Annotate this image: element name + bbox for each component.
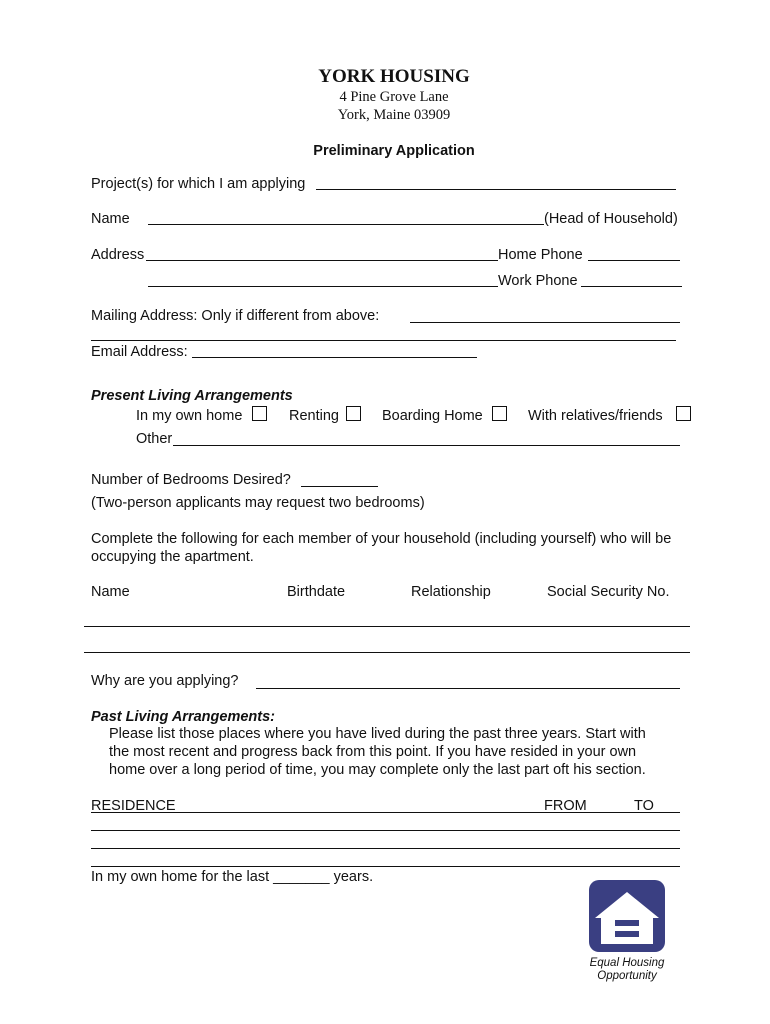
relatives-label: With relatives/friends (528, 408, 663, 424)
equal-housing-text-line1: Equal Housing (589, 957, 665, 969)
relatives-checkbox[interactable] (676, 406, 691, 421)
renting-label: Renting (289, 408, 339, 424)
column-name: Name (91, 584, 130, 600)
own-home-label: In my own home (136, 408, 243, 424)
address-field-2[interactable] (148, 286, 498, 287)
present-living-heading: Present Living Arrangements (91, 388, 293, 404)
past-instruction-line3: home over a long period of time, you may complete only the last part oft his section. (109, 762, 646, 778)
residence-header-rule (91, 812, 680, 813)
own-home-checkbox[interactable] (252, 406, 267, 421)
boarding-home-label: Boarding Home (382, 408, 483, 424)
work-phone-label: Work Phone (498, 273, 578, 289)
equal-housing-text-line2: Opportunity (597, 970, 657, 982)
head-of-household-label: (Head of Household) (544, 211, 678, 227)
residence-header: RESIDENCE (91, 798, 176, 814)
mailing-address-label: Mailing Address: Only if different from above: (91, 308, 380, 324)
projects-field[interactable] (316, 189, 676, 190)
household-row-1[interactable] (84, 626, 690, 627)
other-label: Other (136, 431, 173, 447)
own-home-years: In my own home for the last _______ years. (91, 869, 374, 885)
why-label: Why are you applying? (91, 673, 239, 689)
email-field[interactable] (192, 357, 477, 358)
column-birthdate: Birthdate (287, 584, 346, 600)
home-phone-label: Home Phone (498, 247, 583, 263)
address-label: Address (91, 247, 145, 263)
org-title: YORK HOUSING (318, 66, 470, 87)
home-phone-field[interactable] (588, 260, 680, 261)
work-phone-field[interactable] (581, 286, 682, 287)
equal-housing-icon (589, 880, 665, 952)
to-header: TO (634, 798, 654, 814)
column-relationship: Relationship (411, 584, 491, 600)
household-instruction-line2: occupying the apartment. (91, 549, 254, 565)
residence-row-2[interactable] (91, 848, 680, 849)
boarding-home-checkbox[interactable] (492, 406, 507, 421)
org-address-line1: 4 Pine Grove Lane (339, 89, 449, 105)
household-instruction-line1: Complete the following for each member of your household (including yourself) who will be (91, 531, 672, 547)
mailing-address-field-2[interactable] (91, 340, 676, 341)
address-field-1[interactable] (146, 260, 498, 261)
household-row-2[interactable] (84, 652, 690, 653)
from-header: FROM (544, 798, 587, 814)
renting-checkbox[interactable] (346, 406, 361, 421)
residence-row-1[interactable] (91, 830, 680, 831)
column-ssn: Social Security No. (547, 584, 670, 600)
bedrooms-field[interactable] (301, 486, 378, 487)
bedrooms-label: Number of Bedrooms Desired? (91, 472, 291, 488)
name-field[interactable] (148, 224, 544, 225)
mailing-address-field-1[interactable] (410, 322, 680, 323)
other-field[interactable] (173, 445, 680, 446)
email-label: Email Address: (91, 344, 188, 360)
name-label: Name (91, 211, 130, 227)
form-title: Preliminary Application (313, 143, 475, 159)
equal-housing-logo (589, 880, 665, 952)
past-instruction-line2: the most recent and progress back from this point. If you have resided in your own (109, 744, 637, 760)
past-instruction-line1: Please list those places where you have lived during the past three years. Start with (109, 726, 646, 742)
bedrooms-note: (Two-person applicants may request two bedrooms) (91, 495, 425, 511)
why-field[interactable] (256, 688, 680, 689)
org-address-line2: York, Maine 03909 (337, 107, 451, 123)
residence-row-3[interactable] (91, 866, 680, 867)
projects-label: Project(s) for which I am applying (91, 176, 306, 192)
past-living-heading: Past Living Arrangements: (91, 709, 275, 725)
